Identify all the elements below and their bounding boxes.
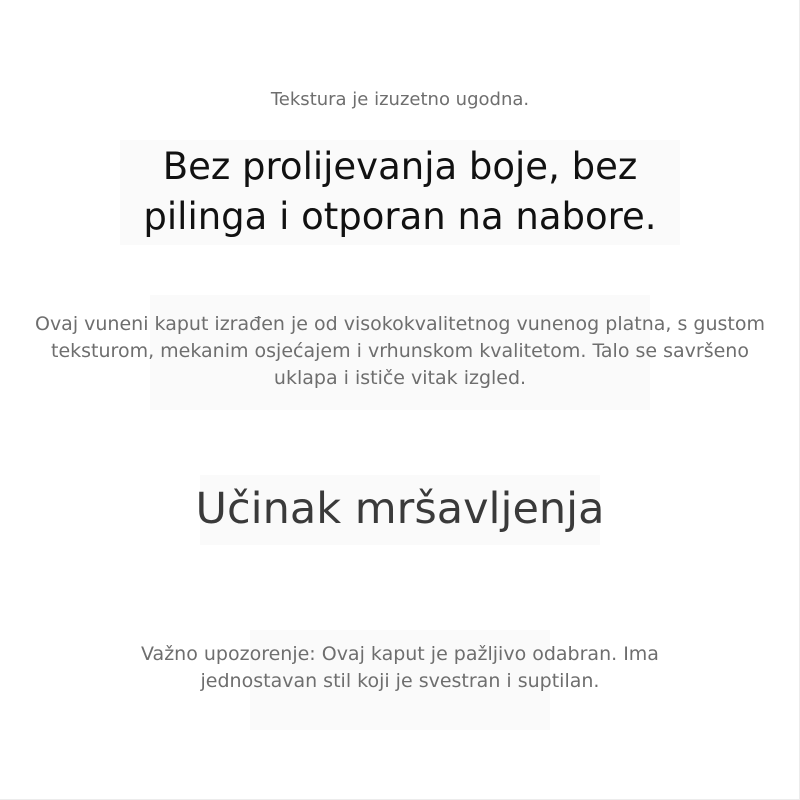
- section-title: Učinak mršavljenja: [195, 484, 605, 534]
- headline: Bez prolijevanja boje, bez pilinga i otporan na nabore.: [143, 145, 657, 238]
- product-description: Ovaj vuneni kaput izrađen je od visokokvalitetnog vunenog platna, s gustom teksturom, mekanim osjećajem i vrhunskom kvalitetom. Talo se savršeno uklapa i ističe vitak izgled.: [34, 313, 765, 389]
- important-note: Važno upozorenje: Ovaj kaput je pažljivo odabran. Ima jednostavan stil koji je svestran i suptilan.: [141, 643, 659, 692]
- intro-text: Tekstura je izuzetno ugodna.: [270, 89, 530, 110]
